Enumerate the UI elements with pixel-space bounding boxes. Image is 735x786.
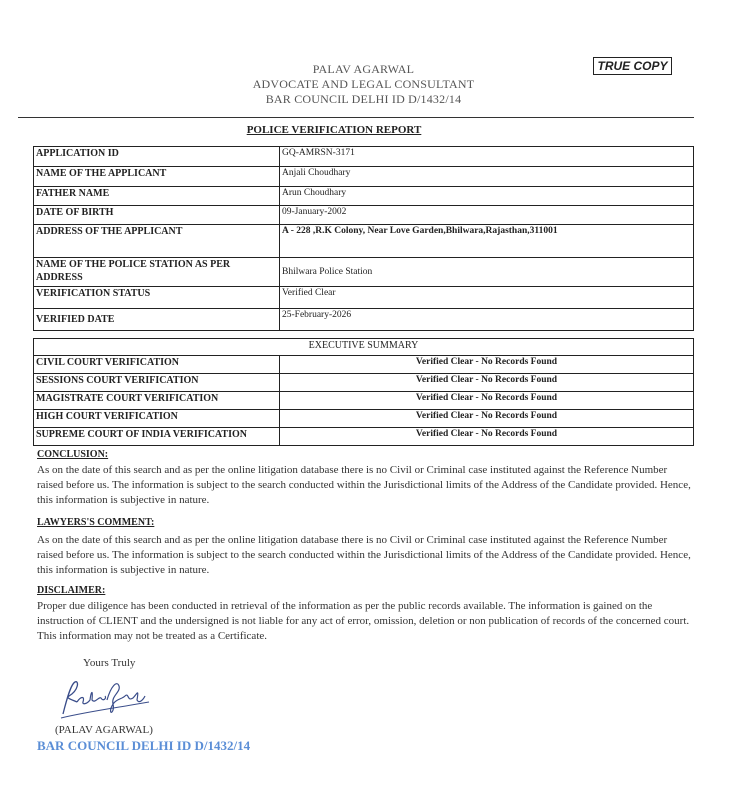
table-row [34, 309, 694, 331]
summary-value: Verified Clear - No Records Found [280, 374, 694, 392]
conclusion-heading: CONCLUSION: [37, 449, 109, 460]
detail-value: Bhilwara Police Station [280, 258, 694, 287]
conclusion-text: As on the date of this search and as per the online litigation database there is no Civil or Criminal case instituted against the Reference Number raised before us. The information is subject to the search conducted within the Jurisdictional limits of the Address of the Candidate provided. Hence, this information is subjective in nature. [37, 464, 691, 506]
summary-label: SUPREME COURT OF INDIA VERIFICATION [34, 428, 280, 446]
detail-label: NAME OF THE POLICE STATION AS PER ADDRESS [34, 258, 280, 287]
detail-label: APPLICATION ID [34, 147, 280, 167]
detail-label: ADDRESS OF THE APPLICANT [34, 225, 280, 258]
summary-value: Verified Clear - No Records Found [280, 392, 694, 410]
summary-label: CIVIL COURT VERIFICATION [34, 356, 280, 374]
detail-label: DATE OF BIRTH [34, 206, 280, 225]
summary-label: HIGH COURT VERIFICATION [34, 410, 280, 428]
lawyers-comment-text: As on the date of this search and as per the online litigation database there is no Civil or Criminal case instituted against the Reference Number raised before us. The information is subject to the search conducted within the Jurisdictional limits of the Address of the Candidate provided. Hence, this information is subjective in nature. [37, 534, 691, 576]
table-row [34, 167, 694, 187]
detail-label: VERIFICATION STATUS [34, 287, 280, 309]
detail-value: 09-January-2002 [280, 206, 694, 225]
header-divider [18, 117, 694, 118]
table-row [34, 147, 694, 167]
yours-truly: Yours Truly [83, 657, 136, 669]
summary-value: Verified Clear - No Records Found [280, 410, 694, 428]
disclaimer-text: Proper due diligence has been conducted in retrieval of the information as per the public records available. The information is gained on the instruction of CLIENT and the undersigned is not liable for any act of error, omission, deletion or non publication of records of the concerned court. This information may not be treated as a Certificate. [37, 600, 690, 642]
signatory-bar-id: BAR COUNCIL DELHI ID D/1432/14 [37, 738, 251, 753]
table-row [34, 225, 694, 258]
advocate-bar-id: BAR COUNCIL DELHI ID D/1432/14 [265, 92, 462, 106]
table-row [34, 287, 694, 309]
handwritten-signature [55, 678, 155, 722]
summary-value: Verified Clear - No Records Found [280, 428, 694, 446]
detail-label: NAME OF THE APPLICANT [34, 167, 280, 187]
table-row [34, 258, 694, 287]
summary-label: SESSIONS COURT VERIFICATION [34, 374, 280, 392]
true-copy-stamp: TRUE COPY [593, 57, 672, 75]
applicant-details-table [33, 146, 694, 331]
table-row [34, 392, 694, 410]
lawyers-comment-heading: LAWYERS'S COMMENT: [37, 517, 155, 528]
advocate-name: PALAV AGARWAL [312, 62, 415, 76]
executive-summary-table [33, 338, 694, 446]
detail-value: Arun Choudhary [280, 187, 694, 206]
letterhead [0, 62, 727, 107]
detail-value: A - 228 ,R.K Colony, Near Love Garden,Bhilwara,Rajasthan,311001 [280, 225, 694, 258]
signatory-name: (PALAV AGARWAL) [55, 724, 153, 736]
table-row [34, 206, 694, 225]
detail-value: GQ-AMRSN-3171 [280, 147, 694, 167]
detail-label: FATHER NAME [34, 187, 280, 206]
disclaimer-heading: DISCLAIMER: [37, 585, 106, 596]
summary-label: MAGISTRATE COURT VERIFICATION [34, 392, 280, 410]
summary-value: Verified Clear - No Records Found [280, 356, 694, 374]
detail-value: Anjali Choudhary [280, 167, 694, 187]
advocate-designation: ADVOCATE AND LEGAL CONSULTANT [252, 77, 475, 91]
table-row [34, 339, 694, 356]
detail-label: VERIFIED DATE [34, 309, 280, 331]
table-row [34, 410, 694, 428]
table-row [34, 374, 694, 392]
detail-value: 25-February-2026 [280, 309, 694, 331]
table-row [34, 356, 694, 374]
table-row [34, 428, 694, 446]
report-title: POLICE VERIFICATION REPORT [246, 124, 422, 136]
detail-value: Verified Clear [280, 287, 694, 309]
summary-title: EXECUTIVE SUMMARY [34, 339, 694, 356]
table-row [34, 187, 694, 206]
